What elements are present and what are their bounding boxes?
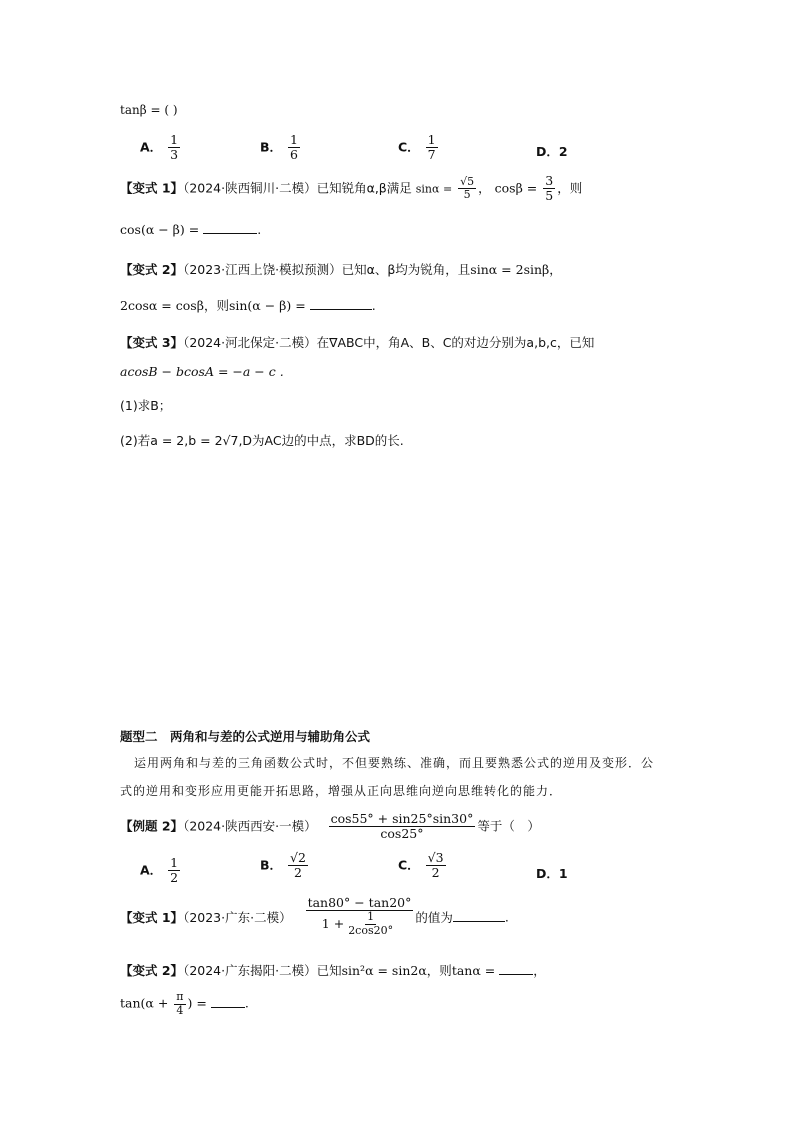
sin-lhs: sinα = (415, 182, 453, 196)
equation: sin²α = sin2α (341, 963, 427, 978)
variant-text: ，则 (426, 963, 452, 978)
example-2 (120, 812, 540, 842)
variant-2-1 (120, 896, 509, 938)
ex2-option-c[interactable] (398, 851, 448, 881)
expression-prefix: tan(α + (120, 995, 169, 1011)
fraction-denominator (320, 911, 399, 937)
separator: ， (478, 180, 491, 196)
option-letter: A． (140, 139, 163, 155)
fraction-numerator: 3 (545, 173, 554, 188)
fraction-numerator: 1 (170, 855, 179, 870)
option-value: 1 (558, 866, 568, 881)
expression-suffix: ) = (187, 995, 211, 1011)
fraction-numerator: √3 (427, 850, 444, 865)
equation: sinα = 2sinβ (470, 262, 550, 277)
variant-tail: ，则 (557, 180, 583, 196)
variant-tag: 【变式 1】 (120, 180, 184, 196)
variant-1-line2 (120, 222, 261, 237)
expression: sin(α − β) = (228, 298, 310, 313)
separator: ， (533, 963, 546, 978)
paragraph-line-1: 运用两角和与差的三角函数公式时，不但要熟练、准确，而且要熟悉公式的逆用及变形．公 (134, 756, 655, 770)
fraction-denominator: 4 (176, 1003, 184, 1017)
source: （2024·陕西西安·一模） (183, 818, 317, 834)
q1-option-d[interactable] (536, 142, 568, 160)
expression: tanα = (451, 963, 500, 978)
variant-3-part1: (1)求B； (120, 398, 172, 413)
fraction-denominator: 2 (431, 865, 440, 881)
fraction-numerator: 1 (367, 910, 375, 924)
separator: ， (549, 262, 562, 277)
denominator-prefix: 1 + (321, 916, 345, 932)
option-letter: C． (398, 139, 420, 155)
period: . (257, 222, 262, 237)
fraction-numerator: cos55° + sin25°sin30° (330, 811, 474, 826)
fraction-denominator: 5 (463, 188, 471, 202)
q1-tail: tanβ = ( ) (120, 103, 178, 117)
section-title: 题型二 两角和与差的公式逆用与辅助角公式 (120, 729, 371, 744)
source: （2023·广东·二模） (183, 909, 292, 925)
variant-2-line1 (120, 260, 562, 278)
fraction-denominator: 7 (427, 147, 436, 163)
q1-option-b[interactable] (260, 133, 302, 163)
variant-2-2-line2 (120, 991, 249, 1017)
variant-tag: 【变式 2】 (120, 262, 184, 277)
example-tag: 【例题 2】 (120, 818, 184, 834)
variant-3-line2: acosB − bcosA = −a − c . (120, 364, 284, 379)
paragraph-line-2: 式的逆用和变形应用更能开拓思路，增强从正向思维向逆向思维转化的能力． (120, 784, 563, 798)
period: . (504, 909, 509, 925)
fraction-denominator: 6 (290, 147, 298, 163)
q1-option-a[interactable] (140, 133, 182, 163)
answer-blank[interactable] (453, 911, 505, 922)
fraction-numerator: tan80° − tan20° (307, 895, 412, 910)
answer-blank[interactable] (211, 997, 245, 1008)
option-letter: D． (536, 144, 559, 159)
variant-2-line2 (120, 296, 376, 314)
variant-2-2-line1 (120, 961, 546, 979)
fraction-numerator: 1 (290, 132, 298, 147)
ex2-option-b[interactable] (260, 851, 310, 881)
answer-blank[interactable] (310, 299, 372, 310)
expression: cos(α − β) = (120, 222, 204, 237)
source: （2024·广东揭阳·二模） (183, 963, 317, 978)
variant-3-line1 (120, 333, 594, 351)
variant-text: 在∇ABC中，角A、B、C的对边分别为a,b,c，已知 (316, 335, 595, 350)
variant-tail: 的值为 (415, 909, 453, 925)
variant-tag: 【变式 3】 (120, 335, 184, 350)
section-paragraph (120, 749, 680, 805)
fraction-denominator: 3 (170, 147, 179, 163)
answer-blank[interactable] (499, 964, 533, 975)
option-letter: A． (140, 862, 163, 878)
q1-option-c[interactable] (398, 133, 440, 163)
example-tail: 等于（ ） (477, 818, 540, 834)
fraction-numerator: √2 (290, 850, 306, 865)
fraction-denominator: 2 (294, 865, 302, 881)
cos-lhs: cosβ = (494, 180, 538, 196)
fraction-denominator: 2cos20° (348, 924, 394, 938)
option-letter: D． (536, 866, 559, 881)
source: （2023·江西上饶·模拟预测） (183, 262, 342, 277)
variant-tag: 【变式 1】 (120, 909, 184, 925)
fraction-numerator: 1 (170, 132, 179, 147)
fraction-denominator: 5 (545, 188, 554, 204)
source: （2024·陕西铜川·二模） (183, 180, 317, 196)
ex2-option-a[interactable] (140, 856, 182, 886)
ex2-option-d[interactable] (536, 864, 568, 882)
fraction-denominator: 2 (170, 870, 179, 886)
option-letter: B． (260, 857, 283, 873)
variant-text: 已知锐角α,β满足 (316, 180, 412, 196)
variant-3-part2: (2)若a = 2,b = 2√7,D为AC边的中点，求BD的长. (120, 433, 404, 448)
option-letter: B． (260, 139, 283, 155)
variant-1-line1 (120, 174, 582, 204)
period: . (371, 298, 376, 313)
variant-text: ，则 (203, 298, 229, 313)
option-value: 2 (558, 144, 568, 159)
variant-tag: 【变式 2】 (120, 963, 184, 978)
fraction-denominator: cos25° (380, 826, 424, 842)
source: （2024·河北保定·二模） (183, 335, 317, 350)
fraction-numerator: √5 (460, 174, 475, 188)
period: . (244, 995, 249, 1011)
answer-blank[interactable] (203, 223, 257, 234)
fraction-numerator: 1 (427, 132, 436, 147)
variant-text: 已知 (316, 963, 342, 978)
equation: 2cosα = cosβ (120, 298, 204, 313)
fraction-numerator: π (176, 990, 184, 1003)
variant-text: 已知α、β均为锐角，且 (341, 262, 471, 277)
option-letter: C． (398, 857, 420, 873)
